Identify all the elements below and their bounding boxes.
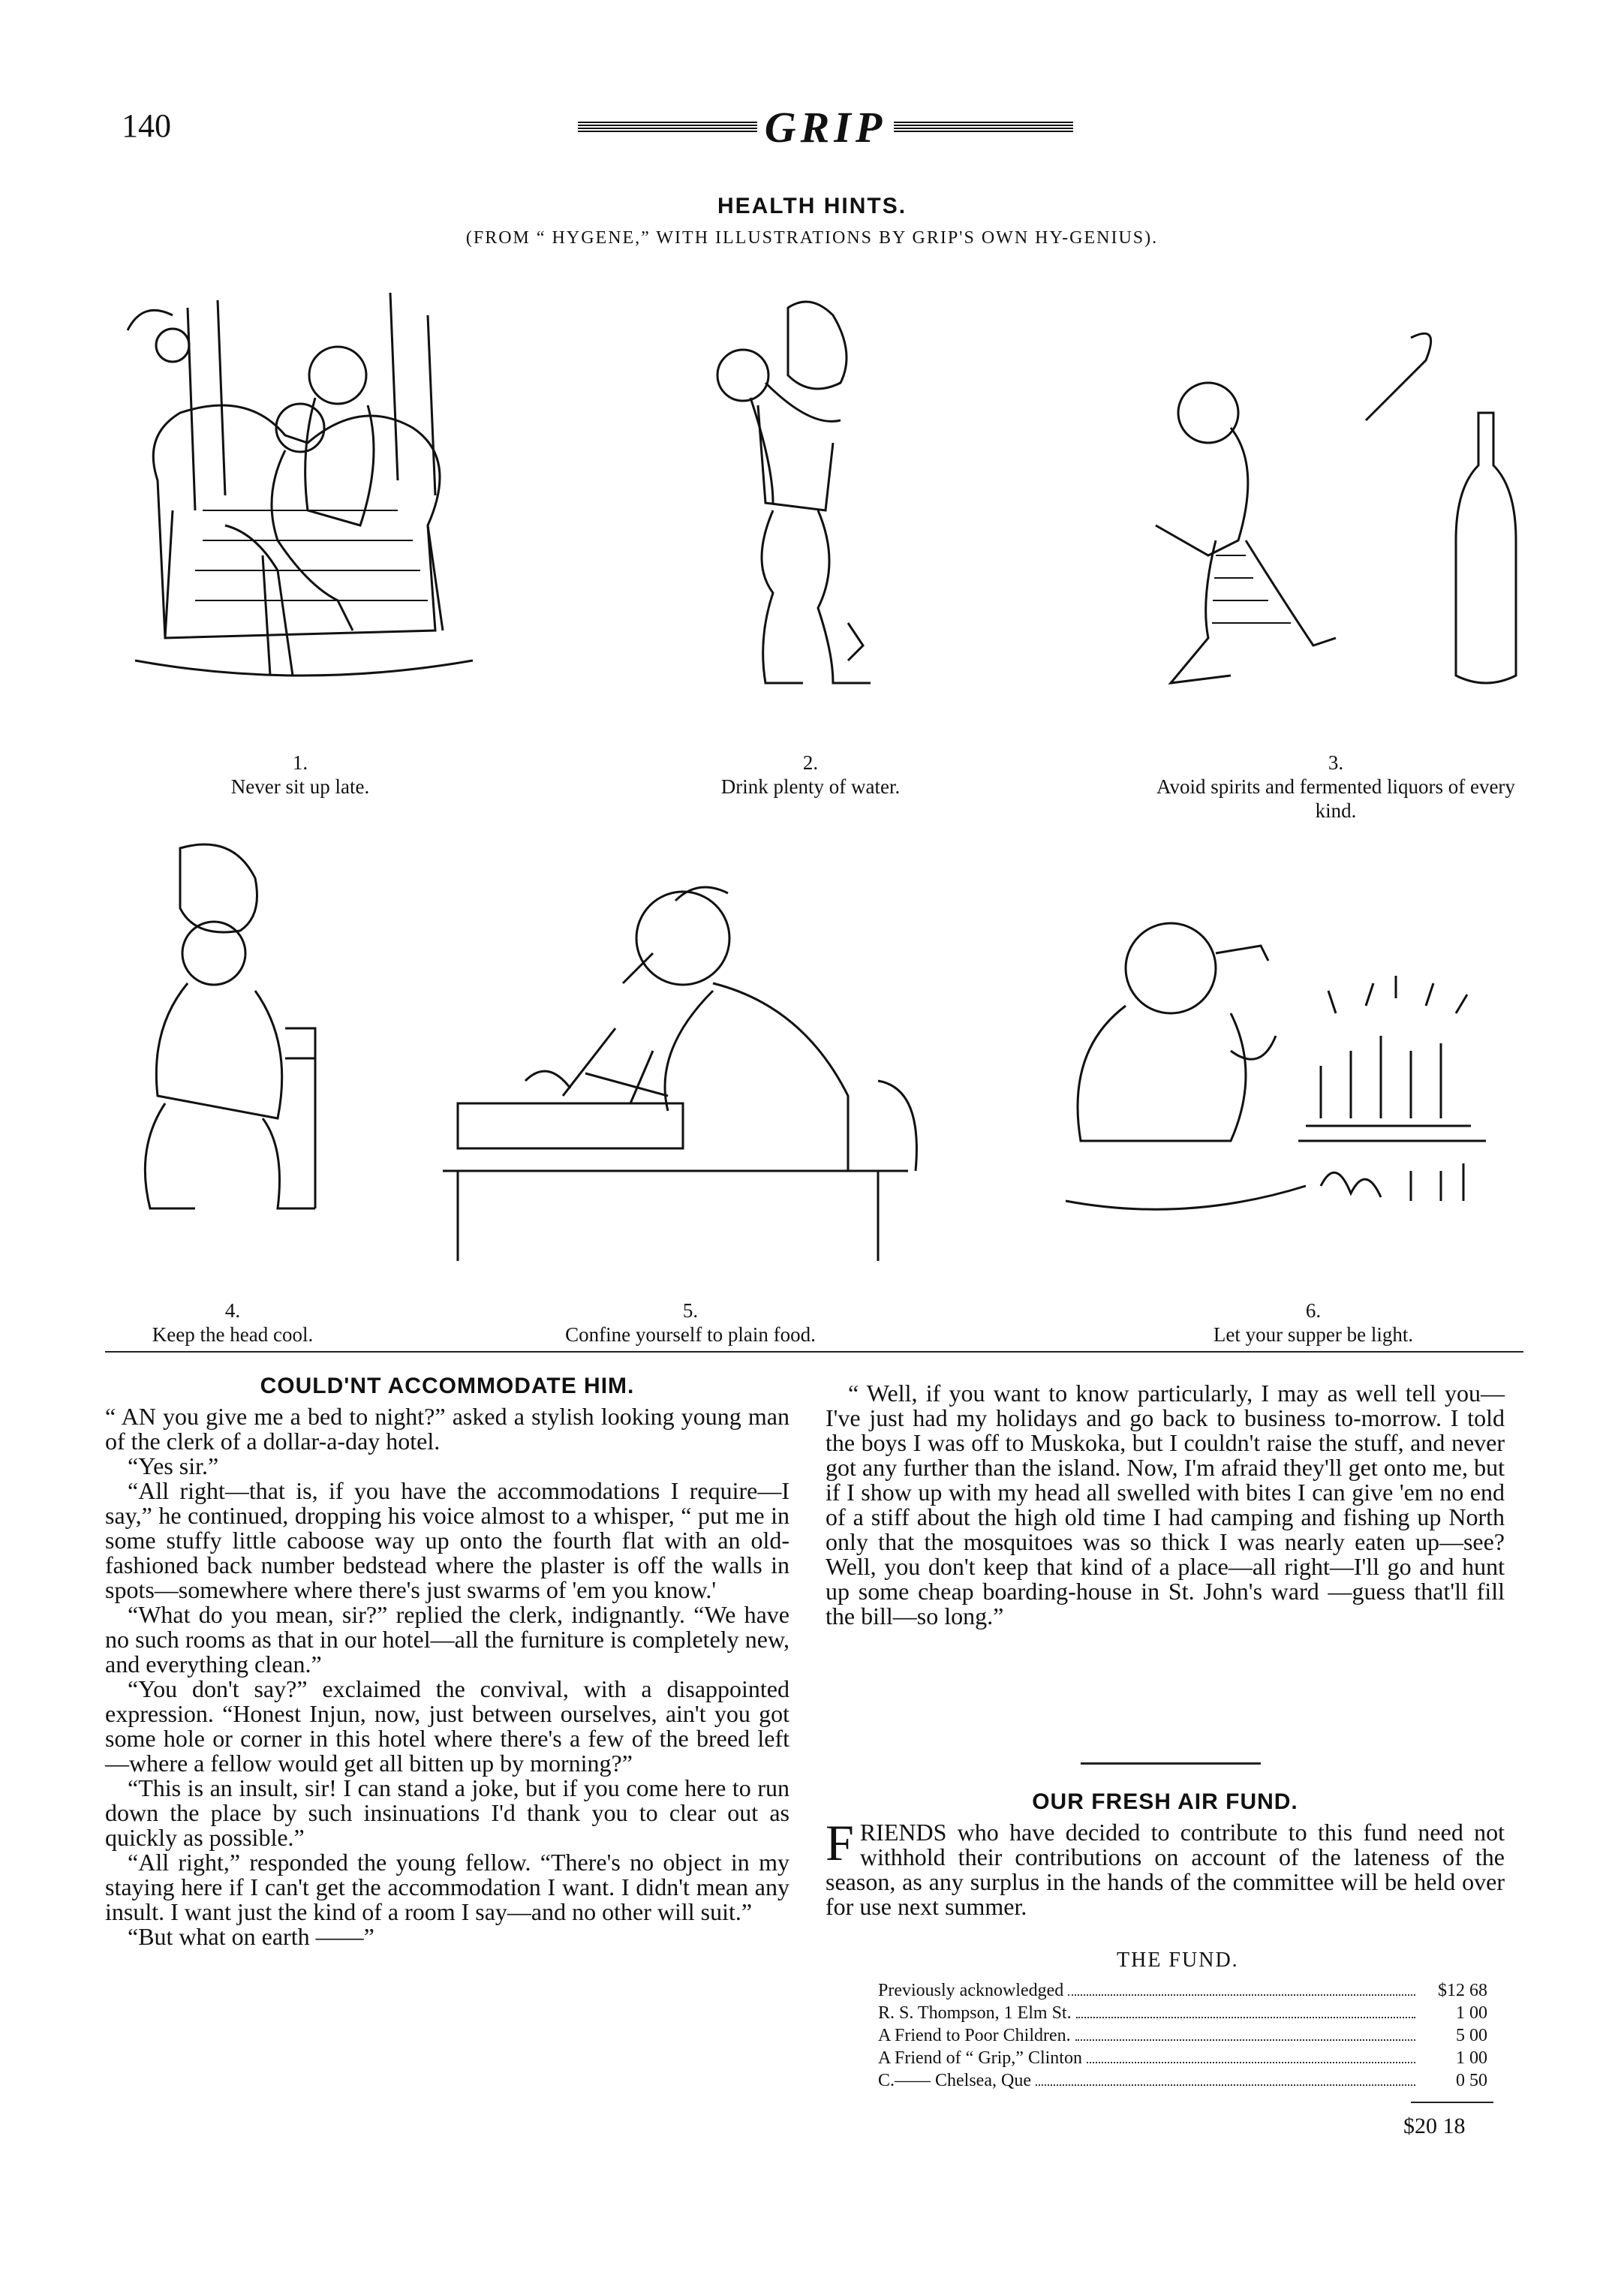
page-number: 140 bbox=[122, 107, 171, 144]
leader-dots bbox=[1076, 2017, 1415, 2018]
article-right-column bbox=[826, 1381, 1505, 1629]
fund-row-label: A Friend to Poor Children. bbox=[878, 2026, 1071, 2045]
article-paragraph: “What do you mean, sir?” replied the clerk, indignantly. “We have no such rooms as that in our hotel—all the furniture is completely new, and everything clean.” bbox=[105, 1601, 789, 1678]
illustration-couple-armchair bbox=[113, 285, 488, 706]
health-hints-subtitle: (FROM “ HYGENE,” WITH ILLUSTRATIONS BY GRIP'S OWN HY-GENIUS). bbox=[465, 228, 1159, 248]
caption-number: 6. bbox=[1305, 1299, 1322, 1322]
illustration-man-ice-pack bbox=[105, 833, 345, 1253]
caption-text: Avoid spirits and fermented liquors of every kind. bbox=[1156, 775, 1515, 822]
caption-number: 2. bbox=[802, 751, 819, 774]
article-title: COULD'NT ACCOMMODATE HIM. bbox=[260, 1374, 635, 1398]
caption-text: Let your supper be light. bbox=[1213, 1323, 1414, 1346]
caption-2 bbox=[660, 751, 961, 799]
fund-row bbox=[878, 1979, 1487, 2001]
health-hints-title: HEALTH HINTS. bbox=[717, 194, 907, 218]
fund-row bbox=[878, 2069, 1487, 2091]
caption-number: 5. bbox=[682, 1299, 699, 1322]
masthead-rule-right bbox=[894, 122, 1073, 132]
fund-table-title: THE FUND. bbox=[1117, 1949, 1239, 1972]
illustration-man-eating-candles bbox=[1036, 901, 1516, 1261]
fund-row-label: C.—— Chelsea, Que bbox=[878, 2071, 1031, 2090]
caption-number: 4. bbox=[224, 1299, 241, 1322]
fund-row-amount: 1 00 bbox=[1456, 2003, 1487, 2023]
leader-dots bbox=[1036, 2084, 1415, 2086]
leader-dots bbox=[1075, 2039, 1415, 2041]
caption-number: 1. bbox=[292, 751, 308, 774]
article-paragraph: “You don't say?” exclaimed the convival, with a disappointed expression. “Honest Injun, now, just between ourselves, ain't you got some hole or corner in this hotel where there's a few of the breed left—where a fellow would get all bitten up by morning?” bbox=[105, 1675, 789, 1777]
fund-section bbox=[826, 1789, 1505, 1919]
fund-row-label: A Friend of “ Grip,” Clinton bbox=[878, 2048, 1082, 2068]
fund-row bbox=[878, 2046, 1487, 2069]
article-paragraph: “All right,” responded the young fellow. “There's no object in my staying here if I can't get the accommodation I want. I didn't mean any insult. I want just the kind of a room I say—and no other will suit.” bbox=[105, 1849, 789, 1925]
leader-dots bbox=[1068, 1994, 1415, 1996]
fund-row bbox=[878, 2024, 1487, 2046]
leader-dots bbox=[1087, 2062, 1415, 2063]
article-continuation: “ Well, if you want to know particularly, I may as well tell you—I've just had my holidays and go back to business to-morrow. I told the boys I was off to Muskoka, but I couldn't raise the stuff, and never got any further than the island. Now, I'm afraid they'll get onto me, but if I show up with my head all swelled with bites I can give 'em no end of a stiff about the high old time I had camping and fishing up North only that the mosquitoes was so thick I was nearly eaten up—see? Well, you don't keep that kind of a place—all right—I'll go and hunt up some cheap boarding-house in St. John's ward —guess that'll fill the bill—so long.” bbox=[826, 1380, 1505, 1630]
short-divider bbox=[1081, 1762, 1261, 1765]
fund-total: $20 18 bbox=[1403, 2114, 1466, 2138]
fund-row-amount: 5 00 bbox=[1456, 2026, 1487, 2045]
caption-text: Never sit up late. bbox=[230, 775, 370, 798]
fund-row bbox=[878, 2001, 1487, 2024]
caption-text: Confine yourself to plain food. bbox=[565, 1323, 816, 1346]
illustration-man-carving-food bbox=[428, 856, 953, 1276]
article-paragraph: “But what on earth ——” bbox=[128, 1923, 374, 1950]
fund-dropcap: F bbox=[826, 1814, 854, 1871]
fund-row-amount: 0 50 bbox=[1456, 2071, 1487, 2090]
fund-table bbox=[878, 1979, 1487, 2091]
total-rule bbox=[1411, 2102, 1493, 2103]
caption-3 bbox=[1148, 751, 1523, 823]
masthead-rule-left bbox=[578, 122, 757, 132]
masthead bbox=[578, 101, 1073, 153]
caption-6 bbox=[1126, 1299, 1501, 1347]
caption-5 bbox=[450, 1299, 931, 1347]
fund-row-label: Previously acknowledged bbox=[878, 1981, 1064, 2000]
fund-title: OUR FRESH AIR FUND. bbox=[1032, 1789, 1298, 1814]
masthead-title: GRIP bbox=[764, 102, 887, 152]
article-paragraph: “Yes sir.” bbox=[128, 1452, 219, 1479]
fund-row-amount: 1 00 bbox=[1456, 2048, 1487, 2068]
illustration-man-refusing-bottle bbox=[1126, 315, 1546, 721]
article-paragraph: “This is an insult, sir! I can stand a joke, but if you come here to run down the place by such insinuations I'd thank you to clear out as quickly as possible.” bbox=[105, 1774, 789, 1851]
section-divider bbox=[105, 1351, 1523, 1353]
article-paragraph: “All right—that is, if you have the accommodations I require—I say,” he continued, dropping his voice almost to a whisper, “ put me in some stuffy little caboose way up onto the fourth flat with an old-fashioned back number bedstead where the plaster is off the walls in spots—somewhere where there's just swarms of 'em you know.' bbox=[105, 1477, 789, 1603]
fund-intro-text: RIENDS who have decided to contribute to this fund need not withhold their contributions on account of the lateness of the season, as any surplus in the hands of the committee will be held over for use next summer. bbox=[826, 1819, 1505, 1920]
caption-text: Drink plenty of water. bbox=[720, 775, 901, 798]
article-paragraph-text: “ AN you give me a bed to night?” asked a stylish looking young man of the clerk of a dollar-a-day hotel. bbox=[105, 1403, 789, 1455]
fund-row-label: R. S. Thompson, 1 Elm St. bbox=[878, 2003, 1072, 2023]
illustration-man-drinking bbox=[660, 293, 931, 713]
fund-intro bbox=[826, 1814, 1505, 1920]
article-left-column bbox=[105, 1374, 789, 1949]
article-paragraph bbox=[105, 1404, 789, 1454]
caption-1 bbox=[113, 751, 488, 799]
caption-text: Keep the head cool. bbox=[152, 1323, 314, 1346]
caption-number: 3. bbox=[1328, 751, 1344, 774]
fund-row-amount: $12 68 bbox=[1438, 1981, 1487, 2000]
caption-4 bbox=[113, 1299, 353, 1347]
